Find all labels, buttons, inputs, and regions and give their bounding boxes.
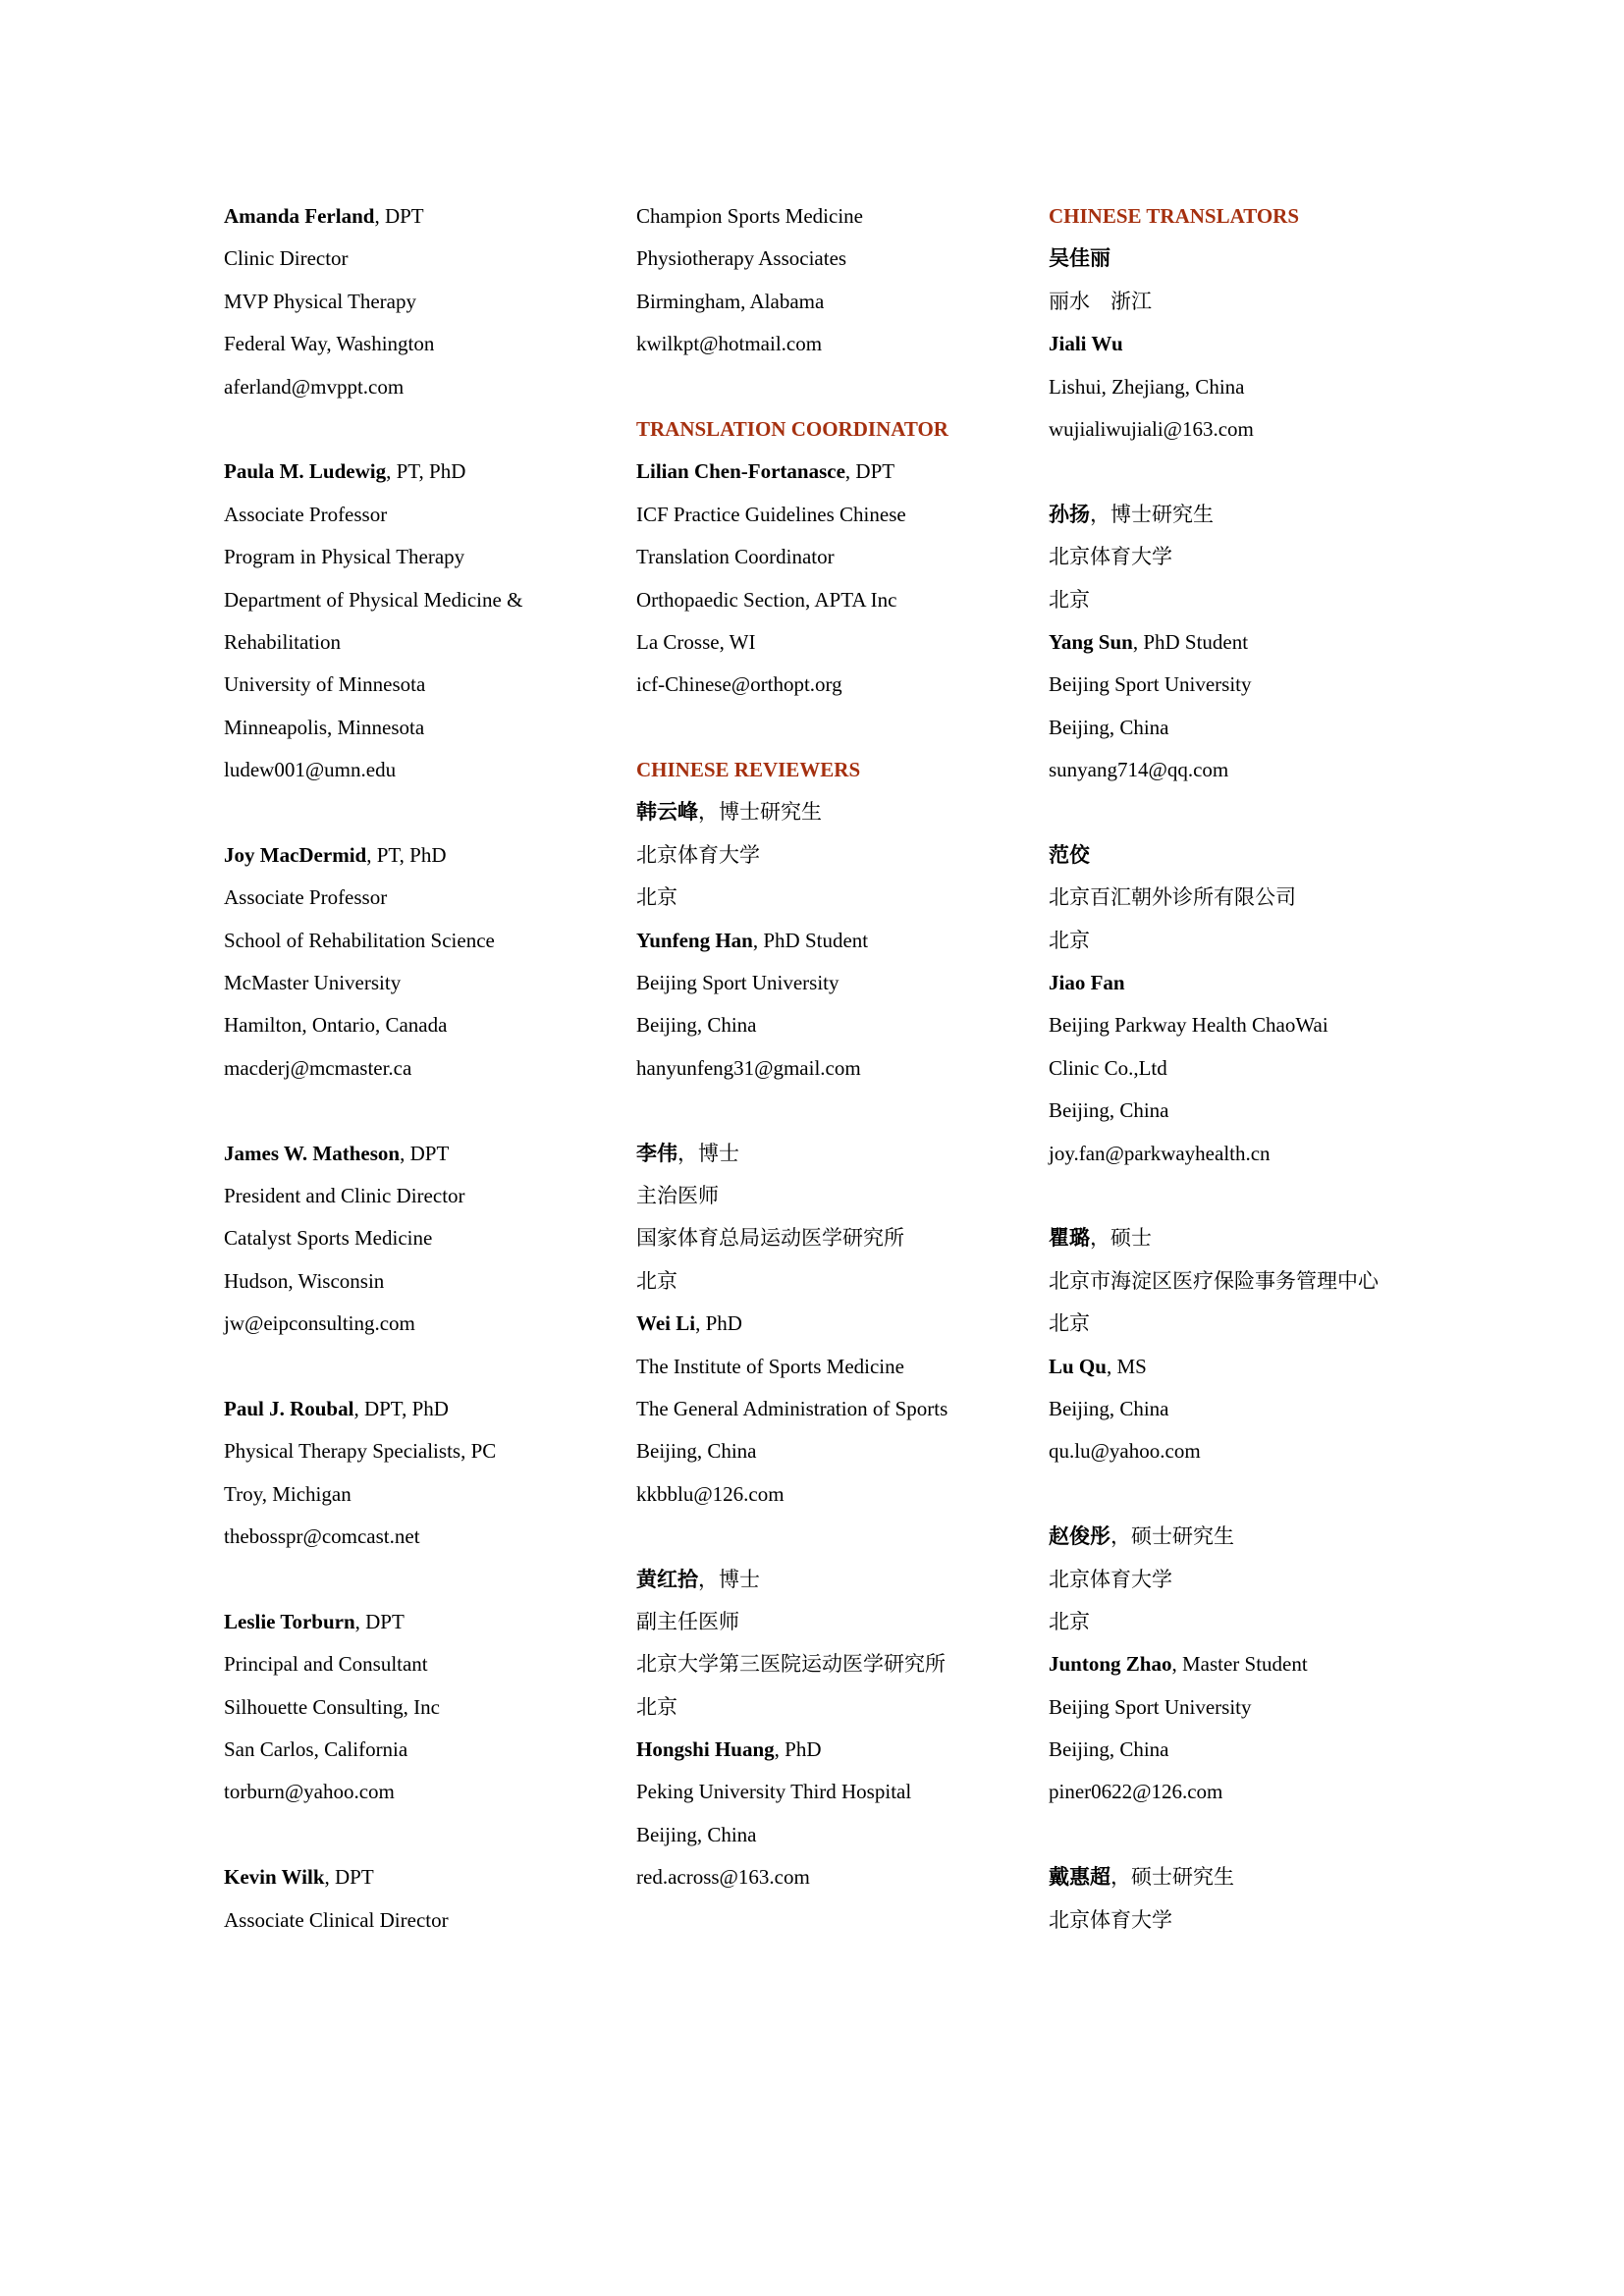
person-name: 孙扬 [1049, 502, 1090, 526]
line-text: piner0622@126.com [1049, 1780, 1223, 1804]
line-text: Beijing Sport University [1049, 1694, 1252, 1719]
entry-line [636, 962, 1049, 1004]
line-text: Federal Way, Washington [224, 332, 435, 356]
line-text: Physiotherapy Associates [636, 246, 847, 271]
blank-line [1049, 1814, 1461, 1856]
line-text: aferland@mvppt.com [224, 374, 405, 399]
person-name: Wei Li [636, 1311, 696, 1336]
entry-line [1049, 536, 1461, 578]
line-text: 北京体育大学 [636, 842, 760, 867]
line-text: Rehabilitation [224, 629, 341, 654]
entry-line [636, 1771, 1049, 1813]
entry-line [224, 1175, 636, 1217]
entry-line [636, 1856, 1049, 1898]
line-text: Catalyst Sports Medicine [224, 1226, 433, 1251]
entry-line [224, 1004, 636, 1046]
entry-line [224, 1303, 636, 1345]
blank-line [224, 1090, 636, 1132]
line-text: , DPT [324, 1865, 374, 1890]
entry-line [224, 1430, 636, 1472]
entry-line [636, 1814, 1049, 1856]
column-left [224, 195, 636, 1942]
line-text: The General Administration of Sports [636, 1396, 948, 1420]
entry-line [224, 238, 636, 280]
line-text: 主治医师 [636, 1183, 719, 1207]
line-text: 北京市海淀区医疗保险事务管理中心 [1049, 1268, 1379, 1293]
line-text: Beijing, China [636, 1822, 757, 1846]
person-name: Hongshi Huang [636, 1737, 775, 1762]
line-text: , PhD Student [1132, 629, 1249, 654]
section-heading [636, 408, 1049, 451]
line-text: thebosspr@comcast.net [224, 1524, 420, 1549]
entry-line [636, 877, 1049, 919]
entry-line [224, 579, 636, 621]
person-name-line [224, 1133, 636, 1175]
entry-line [224, 1643, 636, 1685]
line-text: 北京体育大学 [1049, 1907, 1172, 1932]
entry-line [1049, 1899, 1461, 1942]
line-text: 北京 [1049, 928, 1090, 952]
person-name: James W. Matheson [224, 1141, 401, 1165]
line-text: , DPT [400, 1141, 450, 1165]
person-name: Juntong Zhao [1049, 1652, 1172, 1677]
line-text: icf-Chinese@orthopt.org [636, 672, 842, 697]
entry-line [1049, 1260, 1461, 1303]
line-text: Beijing, China [636, 1013, 757, 1038]
entry-line [636, 1643, 1049, 1685]
line-text: La Crosse, WI [636, 629, 756, 654]
entry-line [224, 920, 636, 962]
line-text: torburn@yahoo.com [224, 1780, 395, 1804]
line-text: ludew001@umn.edu [224, 758, 397, 782]
person-name-line [1049, 621, 1461, 664]
line-text: University of Minnesota [224, 672, 426, 697]
person-name: Lilian Chen-Fortanasce [636, 459, 845, 484]
person-name-line [224, 1856, 636, 1898]
line-text: Beijing, China [1049, 1098, 1169, 1123]
entry-line [636, 281, 1049, 323]
person-name: Joy MacDermid [224, 842, 367, 867]
line-text: Physical Therapy Specialists, PC [224, 1439, 497, 1464]
line-text: Translation Coordinator [636, 545, 835, 569]
line-text: ，硕士研究生 [1110, 1524, 1234, 1549]
entry-line [1049, 749, 1461, 791]
entry-line [1049, 1559, 1461, 1601]
person-name: 吴佳丽 [1049, 246, 1110, 271]
entry-line [1049, 1047, 1461, 1090]
blank-line [636, 1090, 1049, 1132]
person-name-line [1049, 1346, 1461, 1388]
line-text: jw@eipconsulting.com [224, 1311, 415, 1336]
section-heading-text: TRANSLATION COORDINATOR [636, 416, 948, 441]
line-text: Silhouette Consulting, Inc [224, 1694, 440, 1719]
line-text: MVP Physical Therapy [224, 289, 416, 313]
person-name: 瞿璐 [1049, 1226, 1090, 1251]
line-text: , DPT, PhD [353, 1396, 449, 1420]
line-text: Program in Physical Therapy [224, 545, 465, 569]
line-text: Department of Physical Medicine & [224, 587, 523, 612]
blank-line [636, 1516, 1049, 1558]
entry-line [1049, 1686, 1461, 1729]
person-name: 李伟 [636, 1141, 677, 1165]
person-name-line [1049, 1856, 1461, 1898]
entry-line [1049, 281, 1461, 323]
entry-line [636, 195, 1049, 238]
entry-line [636, 1047, 1049, 1090]
line-text: hanyunfeng31@gmail.com [636, 1055, 861, 1080]
entry-line [1049, 366, 1461, 408]
entry-line [636, 621, 1049, 664]
section-heading [636, 749, 1049, 791]
blank-line [1049, 791, 1461, 833]
line-text: 北京 [1049, 1311, 1090, 1336]
line-text: sunyang714@qq.com [1049, 758, 1229, 782]
person-name-line [636, 451, 1049, 493]
line-text: McMaster University [224, 971, 402, 995]
person-name: Jiali Wu [1049, 332, 1123, 356]
line-text: 丽水 浙江 [1049, 289, 1152, 313]
line-text: wujialiwujiali@163.com [1049, 416, 1254, 441]
entry-line [1049, 1388, 1461, 1430]
line-text: 北京体育大学 [1049, 545, 1172, 569]
entry-line [224, 1771, 636, 1813]
column-right [1049, 195, 1461, 1942]
line-text: 北京体育大学 [1049, 1567, 1172, 1591]
line-text: Birmingham, Alabama [636, 289, 825, 313]
line-text: ，硕士 [1090, 1226, 1152, 1251]
entry-line [224, 323, 636, 365]
line-text: Lishui, Zhejiang, China [1049, 374, 1245, 399]
line-text: 国家体育总局运动医学研究所 [636, 1226, 904, 1251]
entry-line [1049, 408, 1461, 451]
person-name: 韩云峰 [636, 800, 698, 825]
entry-line [224, 877, 636, 919]
line-text: joy.fan@parkwayhealth.cn [1049, 1141, 1271, 1165]
line-text: Hamilton, Ontario, Canada [224, 1013, 448, 1038]
entry-line [1049, 1133, 1461, 1175]
section-heading [1049, 195, 1461, 238]
line-text: kwilkpt@hotmail.com [636, 332, 823, 356]
person-name: 黄红拾 [636, 1567, 698, 1591]
person-name-line [1049, 1643, 1461, 1685]
line-text: 北京 [636, 1694, 677, 1719]
line-text: ，硕士研究生 [1110, 1865, 1234, 1890]
line-text: Beijing Sport University [636, 971, 839, 995]
person-name: Jiao Fan [1049, 971, 1125, 995]
line-text: ，博士研究生 [1090, 502, 1214, 526]
line-text: Orthopaedic Section, APTA Inc [636, 587, 897, 612]
blank-line [636, 366, 1049, 408]
line-text: , MS [1106, 1354, 1147, 1378]
person-name-line [636, 1559, 1049, 1601]
entry-line [224, 707, 636, 749]
line-text: 北京 [636, 885, 677, 910]
entry-line [224, 1899, 636, 1942]
line-text: San Carlos, California [224, 1737, 408, 1762]
entry-line [636, 579, 1049, 621]
entry-line [1049, 1090, 1461, 1132]
line-text: Minneapolis, Minnesota [224, 715, 425, 739]
line-text: Troy, Michigan [224, 1481, 352, 1506]
person-name: Yang Sun [1049, 629, 1133, 654]
person-name-line [636, 1729, 1049, 1771]
line-text: Beijing, China [1049, 1737, 1169, 1762]
line-text: 北京百汇朝外诊所有限公司 [1049, 885, 1296, 910]
line-text: Associate Clinical Director [224, 1907, 449, 1932]
line-text: 副主任医师 [636, 1609, 739, 1633]
entry-line [1049, 579, 1461, 621]
entry-line [224, 621, 636, 664]
entry-line [1049, 1729, 1461, 1771]
person-name: Paula M. Ludewig [224, 459, 387, 484]
entry-line [636, 664, 1049, 706]
person-name: 赵俊彤 [1049, 1524, 1110, 1549]
entry-line [224, 536, 636, 578]
line-text: Beijing Parkway Health ChaoWai [1049, 1013, 1328, 1038]
entry-line [1049, 1303, 1461, 1345]
entry-line [1049, 1771, 1461, 1813]
line-text: 北京大学第三医院运动医学研究所 [636, 1652, 946, 1677]
blank-line [224, 408, 636, 451]
entry-line [224, 494, 636, 536]
entry-line [1049, 664, 1461, 706]
section-heading-text: CHINESE TRANSLATORS [1049, 204, 1300, 228]
entry-line [636, 494, 1049, 536]
entry-line [1049, 1004, 1461, 1046]
blank-line [224, 791, 636, 833]
line-text: Clinic Director [224, 246, 349, 271]
entry-line [224, 1260, 636, 1303]
blank-line [1049, 1175, 1461, 1217]
line-text: 北京 [1049, 587, 1090, 612]
entry-line [1049, 1601, 1461, 1643]
section-heading-text: CHINESE REVIEWERS [636, 758, 861, 782]
entry-line [636, 1175, 1049, 1217]
line-text: , PhD [774, 1737, 822, 1762]
person-name: 范佼 [1049, 842, 1090, 867]
entry-line [636, 536, 1049, 578]
entry-line [224, 1729, 636, 1771]
blank-line [1049, 451, 1461, 493]
line-text: , DPT [844, 459, 895, 484]
line-text: Beijing Sport University [1049, 672, 1252, 697]
line-text: Associate Professor [224, 502, 388, 526]
line-text: Hudson, Wisconsin [224, 1268, 385, 1293]
entry-line [636, 834, 1049, 877]
entry-line [1049, 877, 1461, 919]
entry-line [224, 1217, 636, 1259]
entry-line [636, 1217, 1049, 1259]
line-text: Champion Sports Medicine [636, 204, 863, 228]
entry-line [636, 1601, 1049, 1643]
person-name-line [224, 834, 636, 877]
person-name-line [224, 1601, 636, 1643]
line-text: Principal and Consultant [224, 1652, 428, 1677]
line-text: , PhD [695, 1311, 742, 1336]
person-name: Yunfeng Han [636, 928, 753, 952]
person-name-line [636, 1303, 1049, 1345]
line-text: , PT, PhD [366, 842, 447, 867]
person-name-line [1049, 834, 1461, 877]
entry-line [224, 1047, 636, 1090]
person-name: Kevin Wilk [224, 1865, 325, 1890]
blank-line [1049, 1473, 1461, 1516]
person-name-line [636, 791, 1049, 833]
line-text: 北京 [1049, 1609, 1090, 1633]
line-text: , PhD Student [752, 928, 869, 952]
line-text: Beijing, China [1049, 1396, 1169, 1420]
entry-line [1049, 1430, 1461, 1472]
person-name-line [1049, 323, 1461, 365]
line-text: The Institute of Sports Medicine [636, 1354, 904, 1378]
entry-line [224, 1516, 636, 1558]
entry-line [224, 281, 636, 323]
entry-line [636, 1346, 1049, 1388]
person-name-line [224, 1388, 636, 1430]
entry-line [636, 1473, 1049, 1516]
entry-line [224, 664, 636, 706]
line-text: , DPT [374, 204, 424, 228]
line-text: ，博士 [698, 1567, 760, 1591]
line-text: Peking University Third Hospital [636, 1780, 912, 1804]
person-name: Lu Qu [1049, 1354, 1107, 1378]
person-name-line [1049, 1217, 1461, 1259]
person-name-line [1049, 238, 1461, 280]
line-text: macderj@mcmaster.ca [224, 1055, 412, 1080]
entry-line [636, 1260, 1049, 1303]
line-text: kkbblu@126.com [636, 1481, 785, 1506]
line-text: red.across@163.com [636, 1865, 810, 1890]
line-text: Beijing, China [636, 1439, 757, 1464]
blank-line [636, 707, 1049, 749]
blank-line [224, 1814, 636, 1856]
person-name: Leslie Torburn [224, 1609, 355, 1633]
line-text: School of Rehabilitation Science [224, 928, 495, 952]
person-name-line [1049, 1516, 1461, 1558]
line-text: 北京 [636, 1268, 677, 1293]
line-text: , DPT [354, 1609, 405, 1633]
entry-line [224, 749, 636, 791]
blank-line [224, 1559, 636, 1601]
line-text: Beijing, China [1049, 715, 1169, 739]
entry-line [224, 1686, 636, 1729]
line-text: ，博士研究生 [698, 800, 822, 825]
entry-line [636, 1686, 1049, 1729]
person-name-line [636, 1133, 1049, 1175]
entry-line [636, 323, 1049, 365]
blank-line [224, 1346, 636, 1388]
entry-line [1049, 920, 1461, 962]
person-name-line [1049, 494, 1461, 536]
entry-line [636, 238, 1049, 280]
entry-line [224, 962, 636, 1004]
column-middle [636, 195, 1049, 1899]
person-name-line [224, 451, 636, 493]
line-text: Clinic Co.,Ltd [1049, 1055, 1167, 1080]
line-text: ，博士 [677, 1141, 739, 1165]
person-name: Amanda Ferland [224, 204, 375, 228]
entry-line [1049, 707, 1461, 749]
line-text: ICF Practice Guidelines Chinese [636, 502, 906, 526]
line-text: , Master Student [1171, 1652, 1308, 1677]
entry-line [636, 1004, 1049, 1046]
line-text: Associate Professor [224, 885, 388, 910]
line-text: , PT, PhD [386, 459, 466, 484]
entry-line [224, 1473, 636, 1516]
person-name: 戴惠超 [1049, 1865, 1110, 1890]
line-text: qu.lu@yahoo.com [1049, 1439, 1201, 1464]
person-name-line [224, 195, 636, 238]
entry-line [636, 1430, 1049, 1472]
line-text: President and Clinic Director [224, 1183, 465, 1207]
person-name-line [1049, 962, 1461, 1004]
entry-line [224, 366, 636, 408]
entry-line [636, 1388, 1049, 1430]
person-name-line [636, 920, 1049, 962]
person-name: Paul J. Roubal [224, 1396, 354, 1420]
